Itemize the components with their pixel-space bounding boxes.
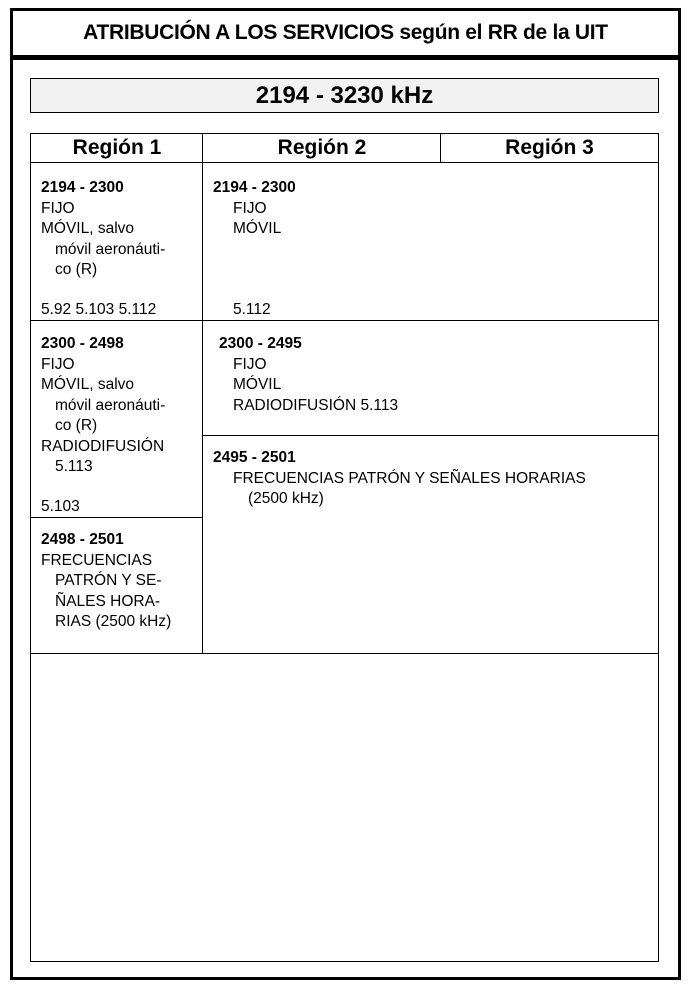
- header-region-3: Región 3: [441, 134, 658, 163]
- divider-region-2-3: [440, 134, 441, 163]
- service-line: ÑALES HORA-: [55, 592, 161, 610]
- allocation-table: [30, 133, 659, 962]
- service-line: FIJO: [233, 199, 267, 217]
- r1-cell-2194-2300: [41, 178, 196, 281]
- page-title: ATRIBUCIÓN A LOS SERVICIOS según el RR de la UIT: [10, 8, 681, 60]
- header-region-1: Región 1: [31, 134, 203, 163]
- service-line: móvil aeronáuti-: [55, 396, 166, 414]
- band-range: 2495 - 2501: [213, 449, 296, 466]
- service-line: co (R): [55, 261, 98, 278]
- band-range: 2194 - 2300: [41, 179, 124, 196]
- service-line: (2500 kHz): [248, 490, 324, 507]
- service-line: RADIODIFUSIÓN 5.113: [233, 396, 399, 414]
- service-line: FIJO: [41, 199, 75, 217]
- service-line: MÓVIL: [233, 220, 282, 237]
- r23-cell-2194-2300: [213, 178, 633, 240]
- band-range: 2300 - 2495: [219, 335, 302, 352]
- service-line: co (R): [55, 417, 98, 434]
- service-line: móvil aeronáuti-: [55, 240, 166, 258]
- frequency-band-header: 2194 - 3230 kHz: [30, 78, 659, 113]
- divider-region-1: [202, 134, 203, 654]
- r1-footnotes-a: 5.92 5.103 5.112: [41, 301, 157, 318]
- header-region-2: Región 2: [203, 134, 441, 163]
- service-line: FIJO: [233, 355, 267, 373]
- service-line: FRECUENCIAS PATRÓN Y SEÑALES HORARIAS: [233, 469, 586, 487]
- service-line: FIJO: [41, 355, 75, 373]
- service-line: MÓVIL, salvo: [41, 376, 135, 393]
- service-line: RADIODIFUSIÓN: [41, 437, 165, 455]
- r23-footnotes-a: 5.112: [233, 301, 271, 318]
- band-range: 2498 - 2501: [41, 531, 124, 548]
- band-range: 2194 - 2300: [213, 179, 296, 196]
- r1-footnotes-b: 5.103: [41, 498, 80, 515]
- r23-cell-2300-2495: [219, 334, 639, 416]
- r1-cell-2300-2498: [41, 334, 196, 478]
- service-line: MÓVIL: [233, 376, 282, 393]
- r1-cell-2498-2501: [41, 530, 201, 633]
- service-line: RIAS (2500 kHz): [55, 613, 172, 630]
- service-line: MÓVIL, salvo: [41, 220, 135, 237]
- band-range: 2300 - 2498: [41, 335, 124, 352]
- r23-cell-2495-2501: [213, 448, 653, 510]
- service-line: PATRÓN Y SE-: [55, 572, 162, 589]
- row-divider-r23-2: [202, 435, 658, 436]
- service-line: FRECUENCIAS: [41, 551, 153, 569]
- row-divider-bottom: [31, 653, 658, 654]
- service-line: 5.113: [55, 458, 93, 475]
